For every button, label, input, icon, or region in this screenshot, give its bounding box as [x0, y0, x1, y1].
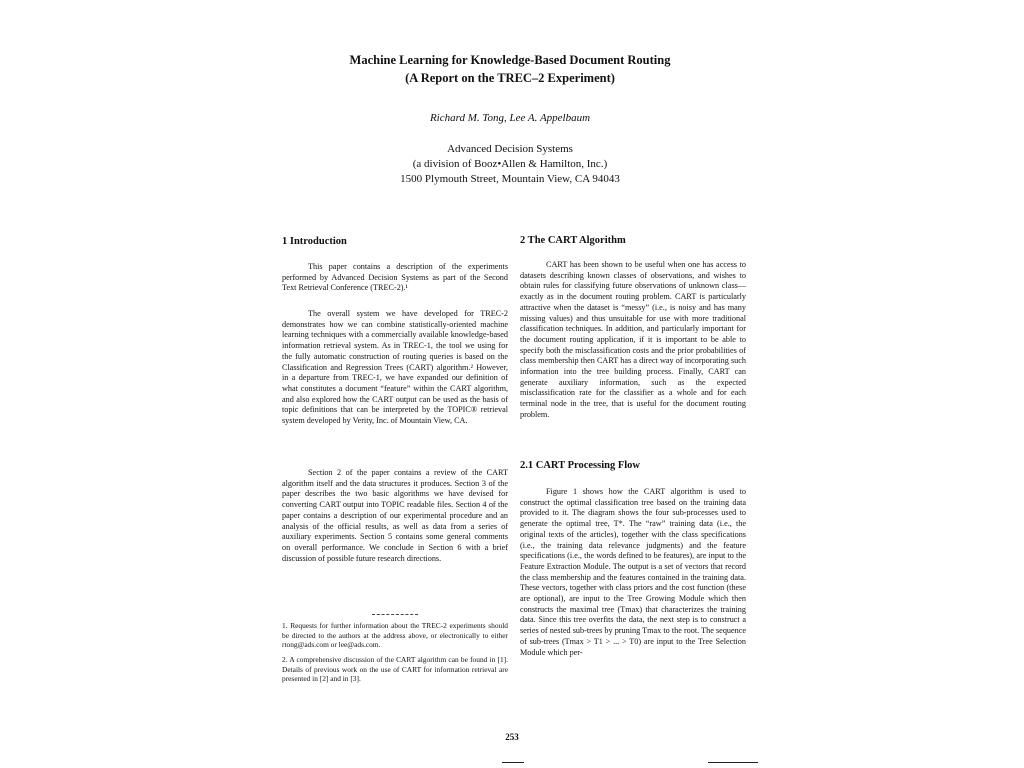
paper-subtitle: (A Report on the TREC–2 Experiment)	[405, 71, 615, 85]
bottom-mark-right	[708, 762, 758, 763]
page-number: 253	[505, 732, 519, 742]
section-1-paragraph-3: Section 2 of the paper contains a review of the CART algorithm itself and the data structures it produces. Section 3 of the paper describes the two basic algorithms we have devised for converting CART output into TOPIC readable files. Section 4 of the paper contains a description of our experimental procedure and an analysis of the official results, as well as data from a series of auxiliary experiments. Section 5 contains some general comments on overall performance. We conclude in Section 6 with a brief discussion of possible future research directions.	[282, 468, 508, 563]
authors: Richard M. Tong, Lee A. Appelbaum	[429, 112, 591, 124]
footnote-1: 1. Requests for further information about the TREC-2 experiments should be directed to the authors at the address above, or electronically to either rtong@ads.com or lee@ads.com.	[282, 621, 508, 650]
section-1-heading: 1 Introduction	[282, 236, 347, 247]
affiliation-line-1: Advanced Decision Systems	[447, 143, 573, 155]
section-2-paragraph-1: CART has been shown to be useful when one has access to datasets describing known classes of observations, and wishes to obtain rules for classifying future observations of unknown class—exactly as in the document routing problem. CART is particularly attractive when the dataset is “messy” (i.e., is noisy and has many missing values) and thus unsuitable for use with more traditional classification techniques. In addition, and particularly important for the document routing application, if it is important to be able to specify both the misclassification costs and the prior probabilities of class membership then CART has a direct way of incorporating such information into the tree building process. Finally, CART can generate auxiliary information, such as the expected misclassification rate for the classifier as a whole and for each terminal node in the tree, that is useful for the document routing problem.	[520, 260, 746, 419]
affiliation-line-2: (a division of Booz•Allen & Hamilton, Inc.)	[412, 158, 608, 170]
affiliation-line-3: 1500 Plymouth Street, Mountain View, CA 94043	[400, 173, 620, 185]
bottom-mark-left	[502, 762, 524, 763]
footnote-rule	[372, 614, 418, 615]
section-1-paragraph-1: This paper contains a description of the experiments performed by Advanced Decision Systems as part of the Second Text Retrieval Conference (TREC-2).¹	[282, 262, 508, 293]
section-2-1-paragraph-1: Figure 1 shows how the CART algorithm is used to construct the optimal classification tree based on the training data provided to it. The diagram shows the four sub-processes used to generate the optimal tree, T*. The “raw” training data (i.e., the original texts of the articles), together with the class specifications (i.e., the training data relevance judgments) and the feature specifications (i.e., the words defined to be features), are input to the Feature Extraction Module. The output is a set of vectors that record the class membership and the features contained in the training data. These vectors, together with class priors and the cost function (these are optional), are input to the Tree Growing Module which then constructs the maximal tree (Tmax) that characterizes the training data. Since this tree overfits the data, the next step is to construct a series of nested sub-trees by pruning Tmax to the root. The sequence of sub-trees (Tmax > T1 > ... > T0) are input to the Tree Selection Module which per-	[520, 487, 746, 657]
section-2-1-heading: 2.1 CART Processing Flow	[520, 460, 640, 471]
paper-title: Machine Learning for Knowledge-Based Document Routing	[349, 53, 671, 67]
footnote-2: 2. A comprehensive discussion of the CART algorithm can be found in [1]. Details of previous work on the use of CART for information retrieval are presented in [2] and in [3].	[282, 655, 508, 684]
section-1-paragraph-2: The overall system we have developed for TREC-2 demonstrates how we can combine statistically-oriented machine learning techniques with a commercially available knowledge-based information retrieval system. As in TREC-1, the tool we using for the fully automatic construction of routing queries is based on the Classification and Regression Trees (CART) algorithm.² However, in a departure from TREC-1, we have expanded our definition of what constitutes a document “feature” within the CART algorithm, and also explored how the CART output can be used as the basis of topic definitions that can be interpreted by the TOPIC® retrieval system developed by Verity, Inc. of Mountain View, CA.	[282, 309, 508, 426]
section-2-heading: 2 The CART Algorithm	[520, 235, 626, 246]
